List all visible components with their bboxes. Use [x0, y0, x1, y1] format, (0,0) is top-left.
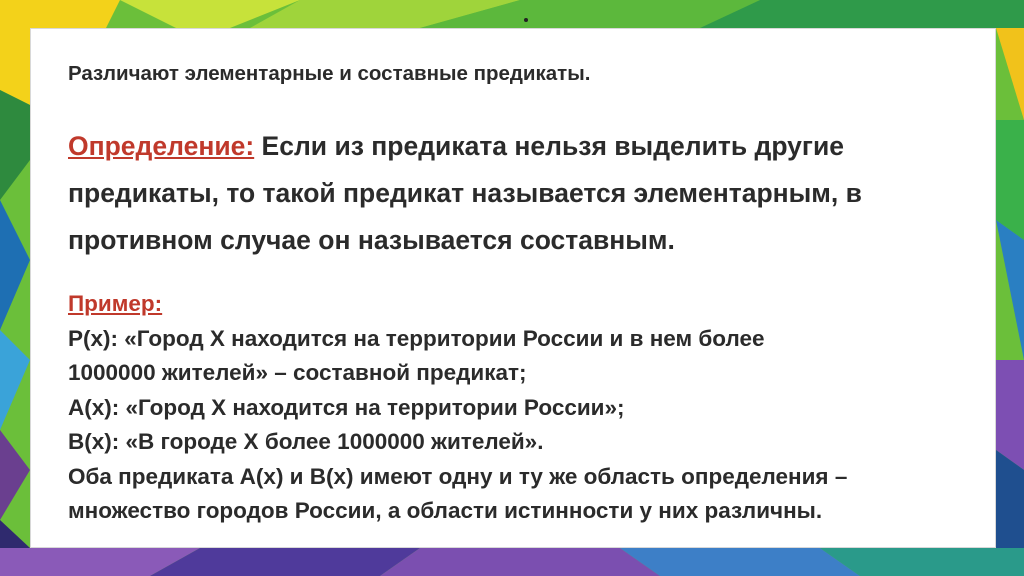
- definition-label: Определение:: [68, 131, 255, 161]
- example-line: B(x): «В городе X более 1000000 жителей».: [68, 429, 544, 454]
- example-line: Оба предиката A(x) и B(x) имеют одну и ту же область определения –: [68, 463, 848, 489]
- intro-text: Различают элементарные и составные предикаты.: [68, 62, 591, 85]
- decorative-dot: [524, 18, 528, 22]
- definition-paragraph: [68, 123, 968, 264]
- example-line: множество городов России, а области истинности у них различны.: [68, 498, 823, 523]
- slide-content-card: [30, 28, 996, 548]
- example-line: P(x): «Город X находится на территории России и в нем более: [68, 325, 765, 351]
- example-line: 1000000 жителей» – составной предикат;: [68, 360, 527, 385]
- example-block: [68, 287, 988, 529]
- example-label: Пример:: [68, 291, 163, 316]
- example-line: A(x): «Город X находится на территории России»;: [68, 394, 625, 420]
- definition-text: Если из предиката нельзя выделить другие предикаты, то такой предикат называется элементарным, в противном случае он называется составным.: [68, 131, 862, 255]
